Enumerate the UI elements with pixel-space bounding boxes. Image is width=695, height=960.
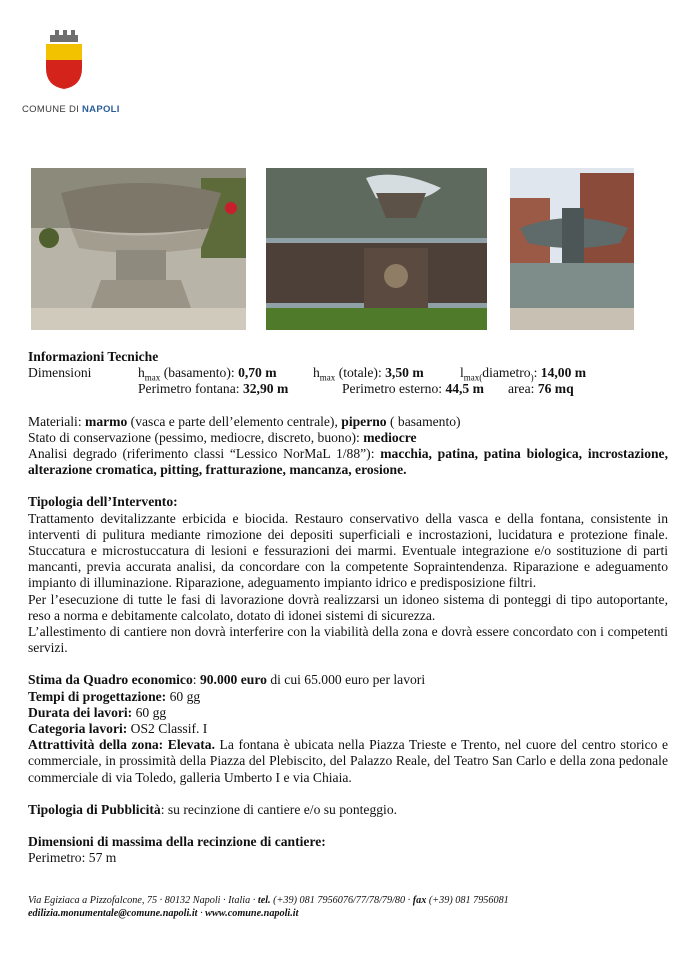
- perimetro-esterno: Perimetro esterno: 44,5 m: [342, 381, 484, 397]
- footer: [28, 894, 509, 920]
- degrado-line: Analisi degrado (riferimento classi “Lessico NorMaL 1/88”): macchia, patina, patina biologica, incrostazione, alterazione cromatica, pitting, fratturazione, mancanza, erosione.: [28, 445, 668, 478]
- categoria-line: Categoria lavori: OS2 Classif. I: [28, 721, 208, 737]
- recinzione-title: Dimensioni di massima della recinzione di cantiere:: [28, 834, 326, 850]
- area: area: 76 mq: [508, 381, 574, 397]
- footer-email[interactable]: edilizia.monumentale@comune.napoli.it: [28, 908, 198, 919]
- recinzione-perimetro: Perimetro: 57 m: [28, 850, 117, 866]
- intervento-paragraph-1: Trattamento devitalizzante erbicida e biocida. Restauro conservativo della vasca e della fontana, consistente in interventi di pulitura mediante rimozione dei depositi superficiali e incrostazioni, lucidatura e protezione finale. Stuccatura e microstuccatura di lesioni e fessurazioni dei marmi. Eventuale integrazione e/o sostituzione di parti mancanti, previa accurata analisi, da concordare con la competente Sopraintendenza. Riparazione e adeguamento impianto di illuminazione. Riparazione, adeguamento impianto idrico e predisposizione filtri.: [28, 510, 668, 591]
- attrattivita-line: Attrattività della zona: Elevata. La fontana è ubicata nella Piazza Trieste e Trento, nel cuore del centro storico e commerciale, in prossimità della Piazza del Plebiscito, del Palazzo Reale, del Teatro San Carlo e della zona pedonale commerciale di via Toledo, galleria Umberto I e via Chiaia.: [28, 737, 669, 785]
- footer-contacts-line: edilizia.monumentale@comune.napoli.it · www.comune.napoli.it: [28, 908, 299, 919]
- stima-line: Stima da Quadro economico: 90.000 euro di cui 65.000 euro per lavori: [28, 672, 426, 688]
- durata-line: Durata dei lavori: 60 gg: [28, 704, 167, 720]
- logo-text: COMUNE DI NAPOLI: [22, 104, 120, 115]
- dimensions-label: Dimensioni: [28, 365, 92, 381]
- dimensions-row-2: [28, 381, 668, 397]
- footer-address-line: Via Egiziaca a Pizzofalcone, 75 · 80132 Napoli · Italia · tel. (+39) 081 7956076/77/78/79/80 · fax (+39) 081 7956081: [28, 895, 509, 906]
- fountain-detail-photo: [266, 168, 487, 330]
- dimensions-row-1: [28, 365, 668, 381]
- intervento-title: Tipologia dell’Intervento:: [28, 494, 178, 510]
- tempi-line: Tempi di progettazione: 60 gg: [28, 688, 201, 704]
- fountain-piazza-photo: [510, 168, 634, 330]
- h-total: $h_{max}$ (totale): 3,50 m: [313, 365, 424, 383]
- intervento-paragraph-2: Per l’esecuzione di tutte le fasi di lavorazione dovrà realizzarsi un idoneo sistema di ponteggi di tipo autoportante, reso a norma e debitamente calcolato, dotato di idonei sistemi di sicurezza.: [28, 591, 668, 623]
- intervento-paragraph-3: L’allestimento di cantiere non dovrà interferire con la viabilità della zona e dovrà essere concordato con i competenti servizi.: [28, 624, 668, 656]
- fountain-basin-photo: [31, 168, 246, 330]
- materials-line: Materiali: marmo (vasca e parte dell’elemento centrale), piperno ( basamento): [28, 413, 461, 429]
- crest-icon: [42, 30, 86, 90]
- h-base: $h_{max}$ (basamento): 0,70 m: [138, 365, 277, 383]
- l-diameter: $l_{max(}diametro_)$: 14,00 m: [460, 365, 587, 383]
- comune-logo: [22, 30, 120, 120]
- document-body: [28, 349, 668, 866]
- footer-website[interactable]: www.comune.napoli.it: [205, 908, 299, 919]
- info-title: Informazioni Tecniche: [28, 349, 159, 364]
- pubblicita-line: Tipologia di Pubblicità: su recinzione di cantiere e/o su ponteggio.: [28, 801, 398, 817]
- perimetro-fontana: Perimetro fontana: 32,90 m: [138, 381, 289, 397]
- state-line: Stato di conservazione (pessimo, mediocre, discreto, buono): mediocre: [28, 429, 417, 445]
